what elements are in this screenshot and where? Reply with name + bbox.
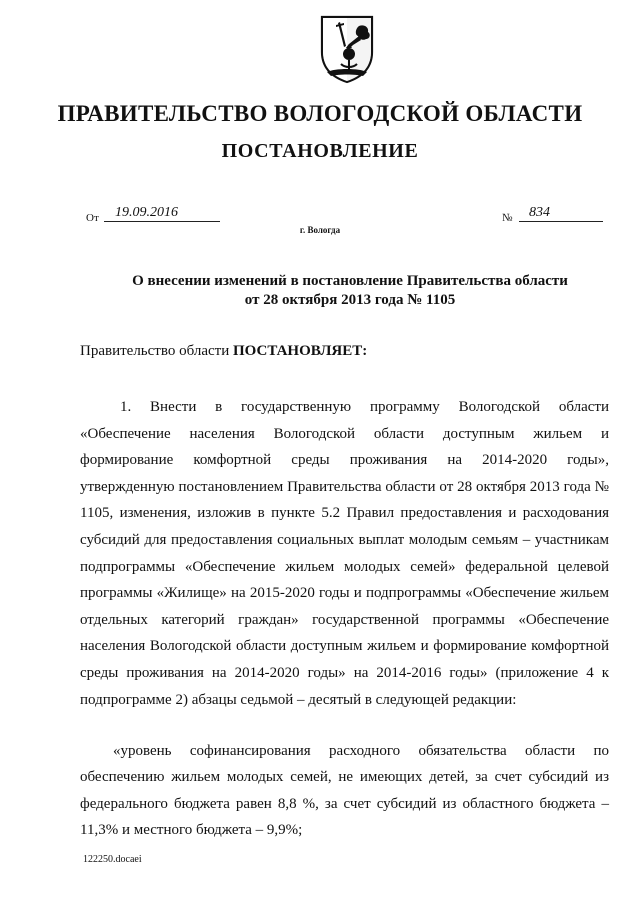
paragraph-text: 1. Внести в государственную программу Вологодской области «Обеспечение населения Вологодской области доступным жильем и формирование комфортной среды проживания на 2014-2020 годы», утвержденную постановлением Правительства области от 28 октября 2013 года № 1105, изменения, изложив в пункте 5.2 Правил предоставления и расходования субсидий для предоставления социальных выплат молодым семьям – участникам подпрограммы «Обеспечение жильем молодых семей» федеральной целевой программы «Жилище» на 2015-2020 годы и подпрограммы «Обеспечение жильем отдельных категорий граждан» государственной программы «Обеспечение населения Вологодской области доступным жильем и формирование комфортной среды проживания на 2014-2020 годы» на 2014-2016 годы» (приложение 4 к подпрограмме 2) абзацы седьмой – десятый в следующей редакции:	[80, 399, 609, 708]
preamble	[80, 343, 367, 360]
document-number: 834	[529, 205, 550, 220]
subject-line-1: О внесении изменений в постановление Правительства области	[132, 273, 568, 289]
number-prefix: №	[502, 212, 513, 224]
body-paragraph-1	[80, 394, 609, 713]
subject-line-2: от 28 октября 2013 года № 1105	[244, 292, 456, 308]
vologda-coat-of-arms-icon	[319, 14, 375, 84]
quoted-text: «уровень софинансирования расходного обязательства области по обеспечению жильем молодых семей, не имеющих детей, за счет субсидий из федерального бюджета равен 8,8 %, за счет субсидий из областного бюджета – 11,3% и местного бюджета – 9,9%;	[80, 743, 609, 839]
date-prefix: От	[86, 212, 99, 224]
quoted-amendment	[80, 738, 609, 844]
city-label: г. Вологда	[299, 225, 341, 235]
document-date: 19.09.2016	[115, 205, 178, 220]
document-subject	[120, 272, 580, 310]
preamble-text: Правительство области	[80, 343, 230, 359]
file-reference: 122250.docaei	[83, 854, 142, 865]
date-underline	[104, 221, 220, 222]
number-underline	[519, 221, 603, 222]
preamble-decree-word: ПОСТАНОВЛЯЕТ:	[232, 343, 368, 359]
document-type: ПОСТАНОВЛЕНИЕ	[221, 140, 419, 162]
organization-title: ПРАВИТЕЛЬСТВО ВОЛОГОДСКОЙ ОБЛАСТИ	[57, 101, 583, 126]
